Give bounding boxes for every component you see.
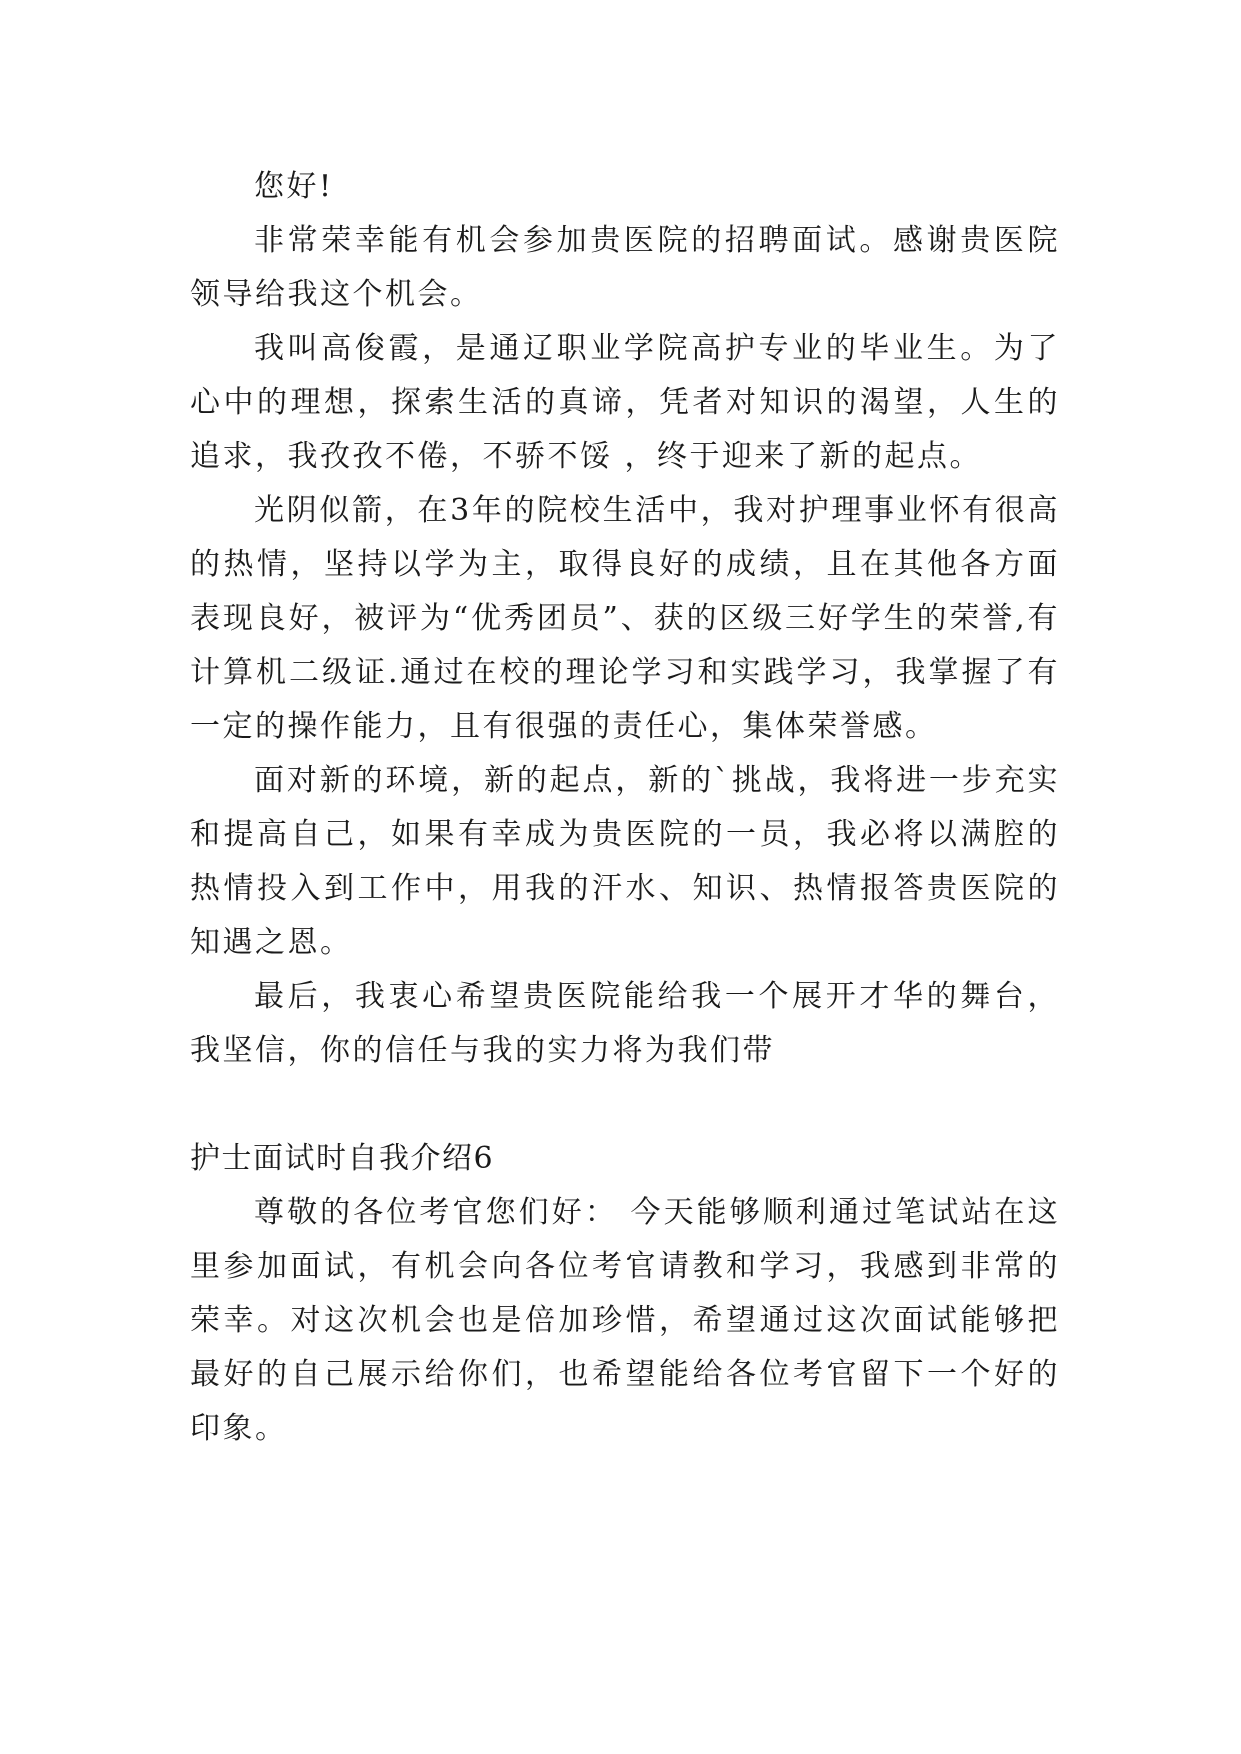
document-body	[190, 160, 1060, 1456]
body-paragraph: 尊敬的各位考官您们好： 今天能够顺利通过笔试站在这里参加面试，有机会向各位考官请教和学习，我感到非常的荣幸。对这次机会也是倍加珍惜，希望通过这次面试能够把最好的自己展示给你们，也希望能给各位考官留下一个好的印象。	[190, 1195, 1060, 1446]
body-paragraph: 非常荣幸能有机会参加贵医院的招聘面试。感谢贵医院领导给我这个机会。	[190, 223, 1060, 312]
body-paragraph: 最后，我衷心希望贵医院能给我一个展开才华的舞台，我坚信，你的信任与我的实力将为我们带	[190, 979, 1060, 1068]
greeting-paragraph: 您好!	[254, 169, 334, 204]
body-paragraph: 我叫高俊霞，是通辽职业学院高护专业的毕业生。为了心中的理想，探索生活的真谛，凭者对知识的渴望，人生的追求，我孜孜不倦，不骄不馁 ，终于迎来了新的起点。	[190, 331, 1060, 474]
body-paragraph: 光阴似箭，在3年的院校生活中，我对护理事业怀有很高的热情，坚持以学为主，取得良好的成绩，且在其他各方面表现良好，被评为“优秀团员”、获的区级三好学生的荣誉,有计算机二级证.通过在校的理论学习和实践学习，我掌握了有一定的操作能力，且有很强的责任心，集体荣誉感。	[190, 493, 1060, 744]
body-paragraph: 面对新的环境，新的起点，新的`挑战，我将进一步充实和提高自己，如果有幸成为贵医院的一员，我必将以满腔的热情投入到工作中，用我的汗水、知识、热情报答贵医院的知遇之恩。	[190, 763, 1060, 960]
section-heading: 护士面试时自我介绍6	[190, 1141, 495, 1176]
